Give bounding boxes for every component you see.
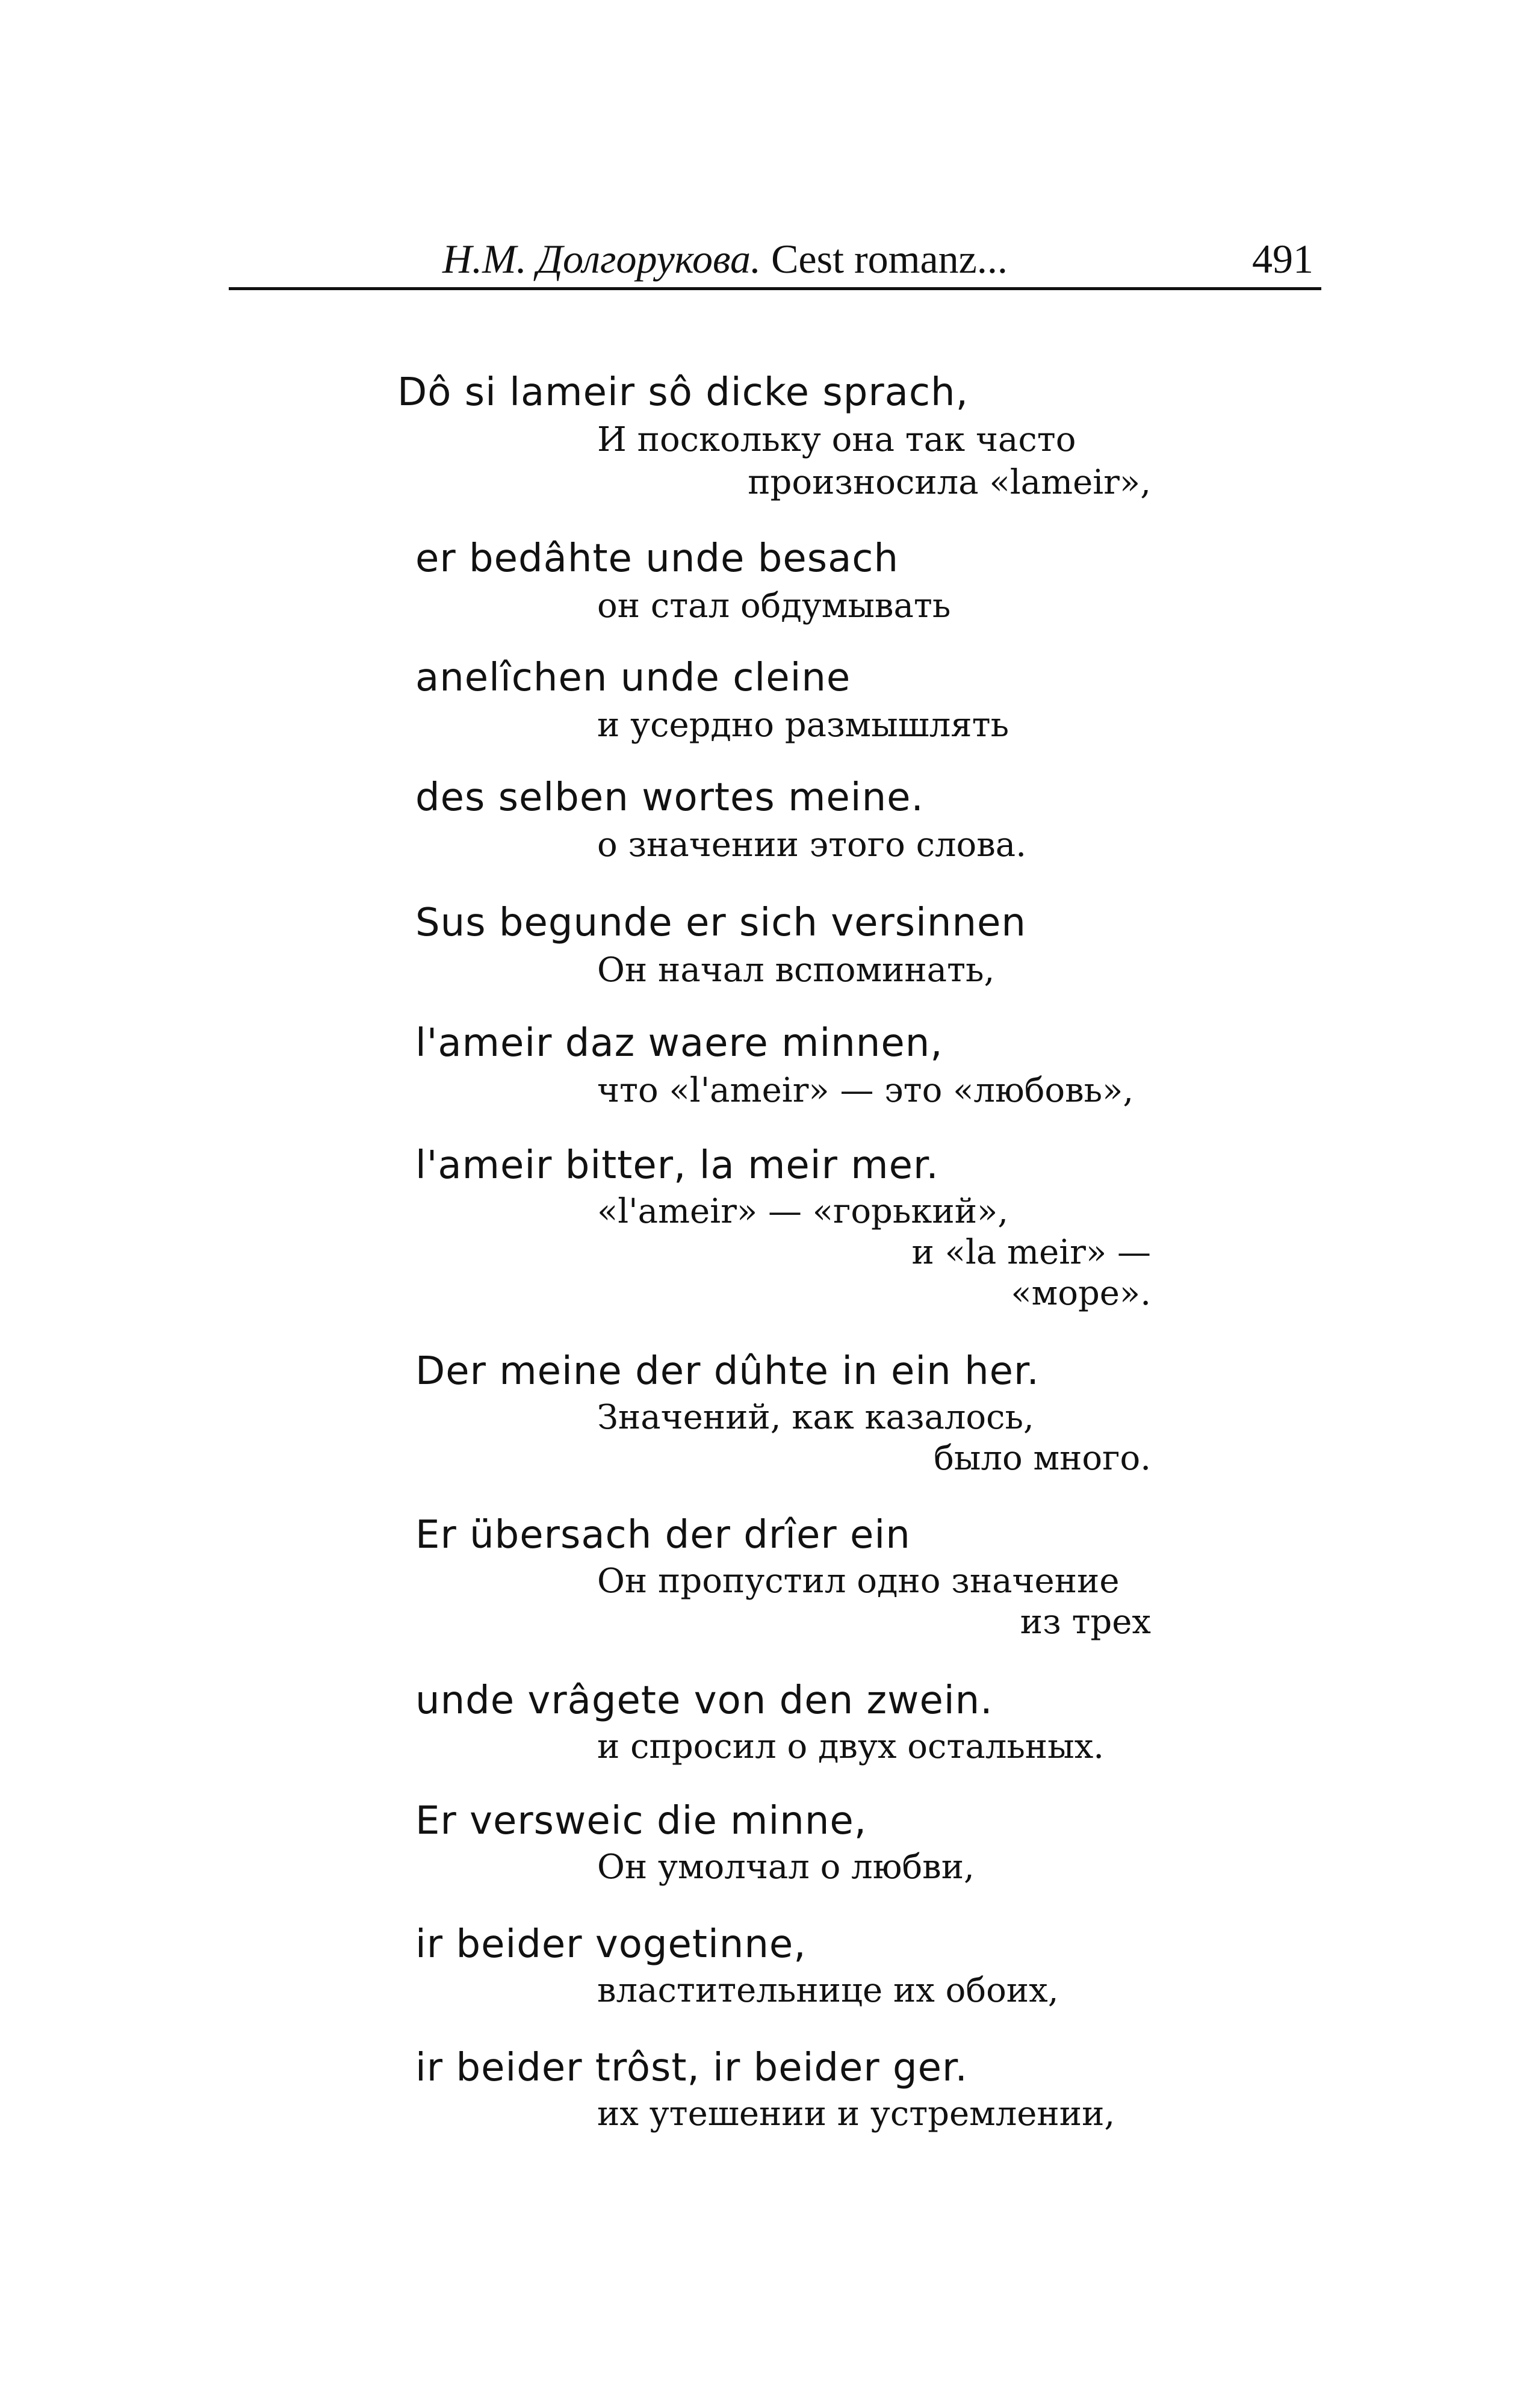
- translation-line: что «l'ameir» — это «любовь»,: [597, 1071, 1134, 1110]
- translation-line: из трех: [1020, 1603, 1151, 1642]
- original-line: Der meine der dûhte in ein her.: [415, 1349, 1040, 1394]
- translation-line: властительнице их обоих,: [597, 1971, 1059, 2010]
- translation-line: И поскольку она так часто: [597, 420, 1076, 459]
- translation-line: и усердно размышлять: [597, 706, 1009, 745]
- translation-line: их утешении и устремлении,: [597, 2094, 1115, 2133]
- original-line: l'ameir bitter, la meir mer.: [415, 1143, 939, 1188]
- original-line: ir beider vogetinne,: [415, 1922, 807, 1967]
- translation-line: Он умолчал о любви,: [597, 1848, 975, 1887]
- translation-line: Он начал вспоминать,: [597, 951, 995, 990]
- translation-line: и спросил о двух остальных.: [597, 1727, 1105, 1766]
- translation-line: он стал обдумывать: [597, 586, 951, 625]
- translation-line: и «la meir» —: [911, 1233, 1151, 1272]
- translation-line: Значений, как казалось,: [597, 1398, 1034, 1437]
- original-line: Sus begunde er sich versinnen: [415, 901, 1026, 945]
- original-line: l'ameir daz waere minnen,: [415, 1021, 943, 1066]
- header-rule: [229, 287, 1321, 290]
- original-line: Dô si lameir sô dicke sprach,: [397, 370, 969, 415]
- original-line: er bedâhte unde besach: [415, 536, 899, 581]
- original-line: ir beider trôst, ir beider ger.: [415, 2046, 968, 2090]
- original-line: Er übersach der drîer ein: [415, 1513, 911, 1557]
- running-header: [229, 229, 1318, 289]
- translation-line: «l'ameir» — «горький»,: [597, 1192, 1009, 1231]
- running-title-author: Н.М. Долгорукова.: [442, 236, 761, 282]
- translation-line: произносила «lameir»,: [748, 463, 1151, 502]
- translation-line: «море».: [1011, 1274, 1151, 1313]
- translation-line: о значении этого слова.: [597, 825, 1026, 864]
- original-line: des selben wortes meine.: [415, 775, 924, 820]
- page-number: 491: [1252, 236, 1313, 282]
- running-title-work: Cest romanz...: [771, 236, 1008, 282]
- original-line: anelîchen unde cleine: [415, 656, 851, 700]
- translation-line: было много.: [934, 1439, 1151, 1478]
- original-line: Er versweic die minne,: [415, 1799, 867, 1843]
- original-line: unde vrâgete von den zwein.: [415, 1678, 993, 1723]
- running-title: [442, 229, 1008, 289]
- translation-line: Он пропустил одно значение: [597, 1562, 1120, 1601]
